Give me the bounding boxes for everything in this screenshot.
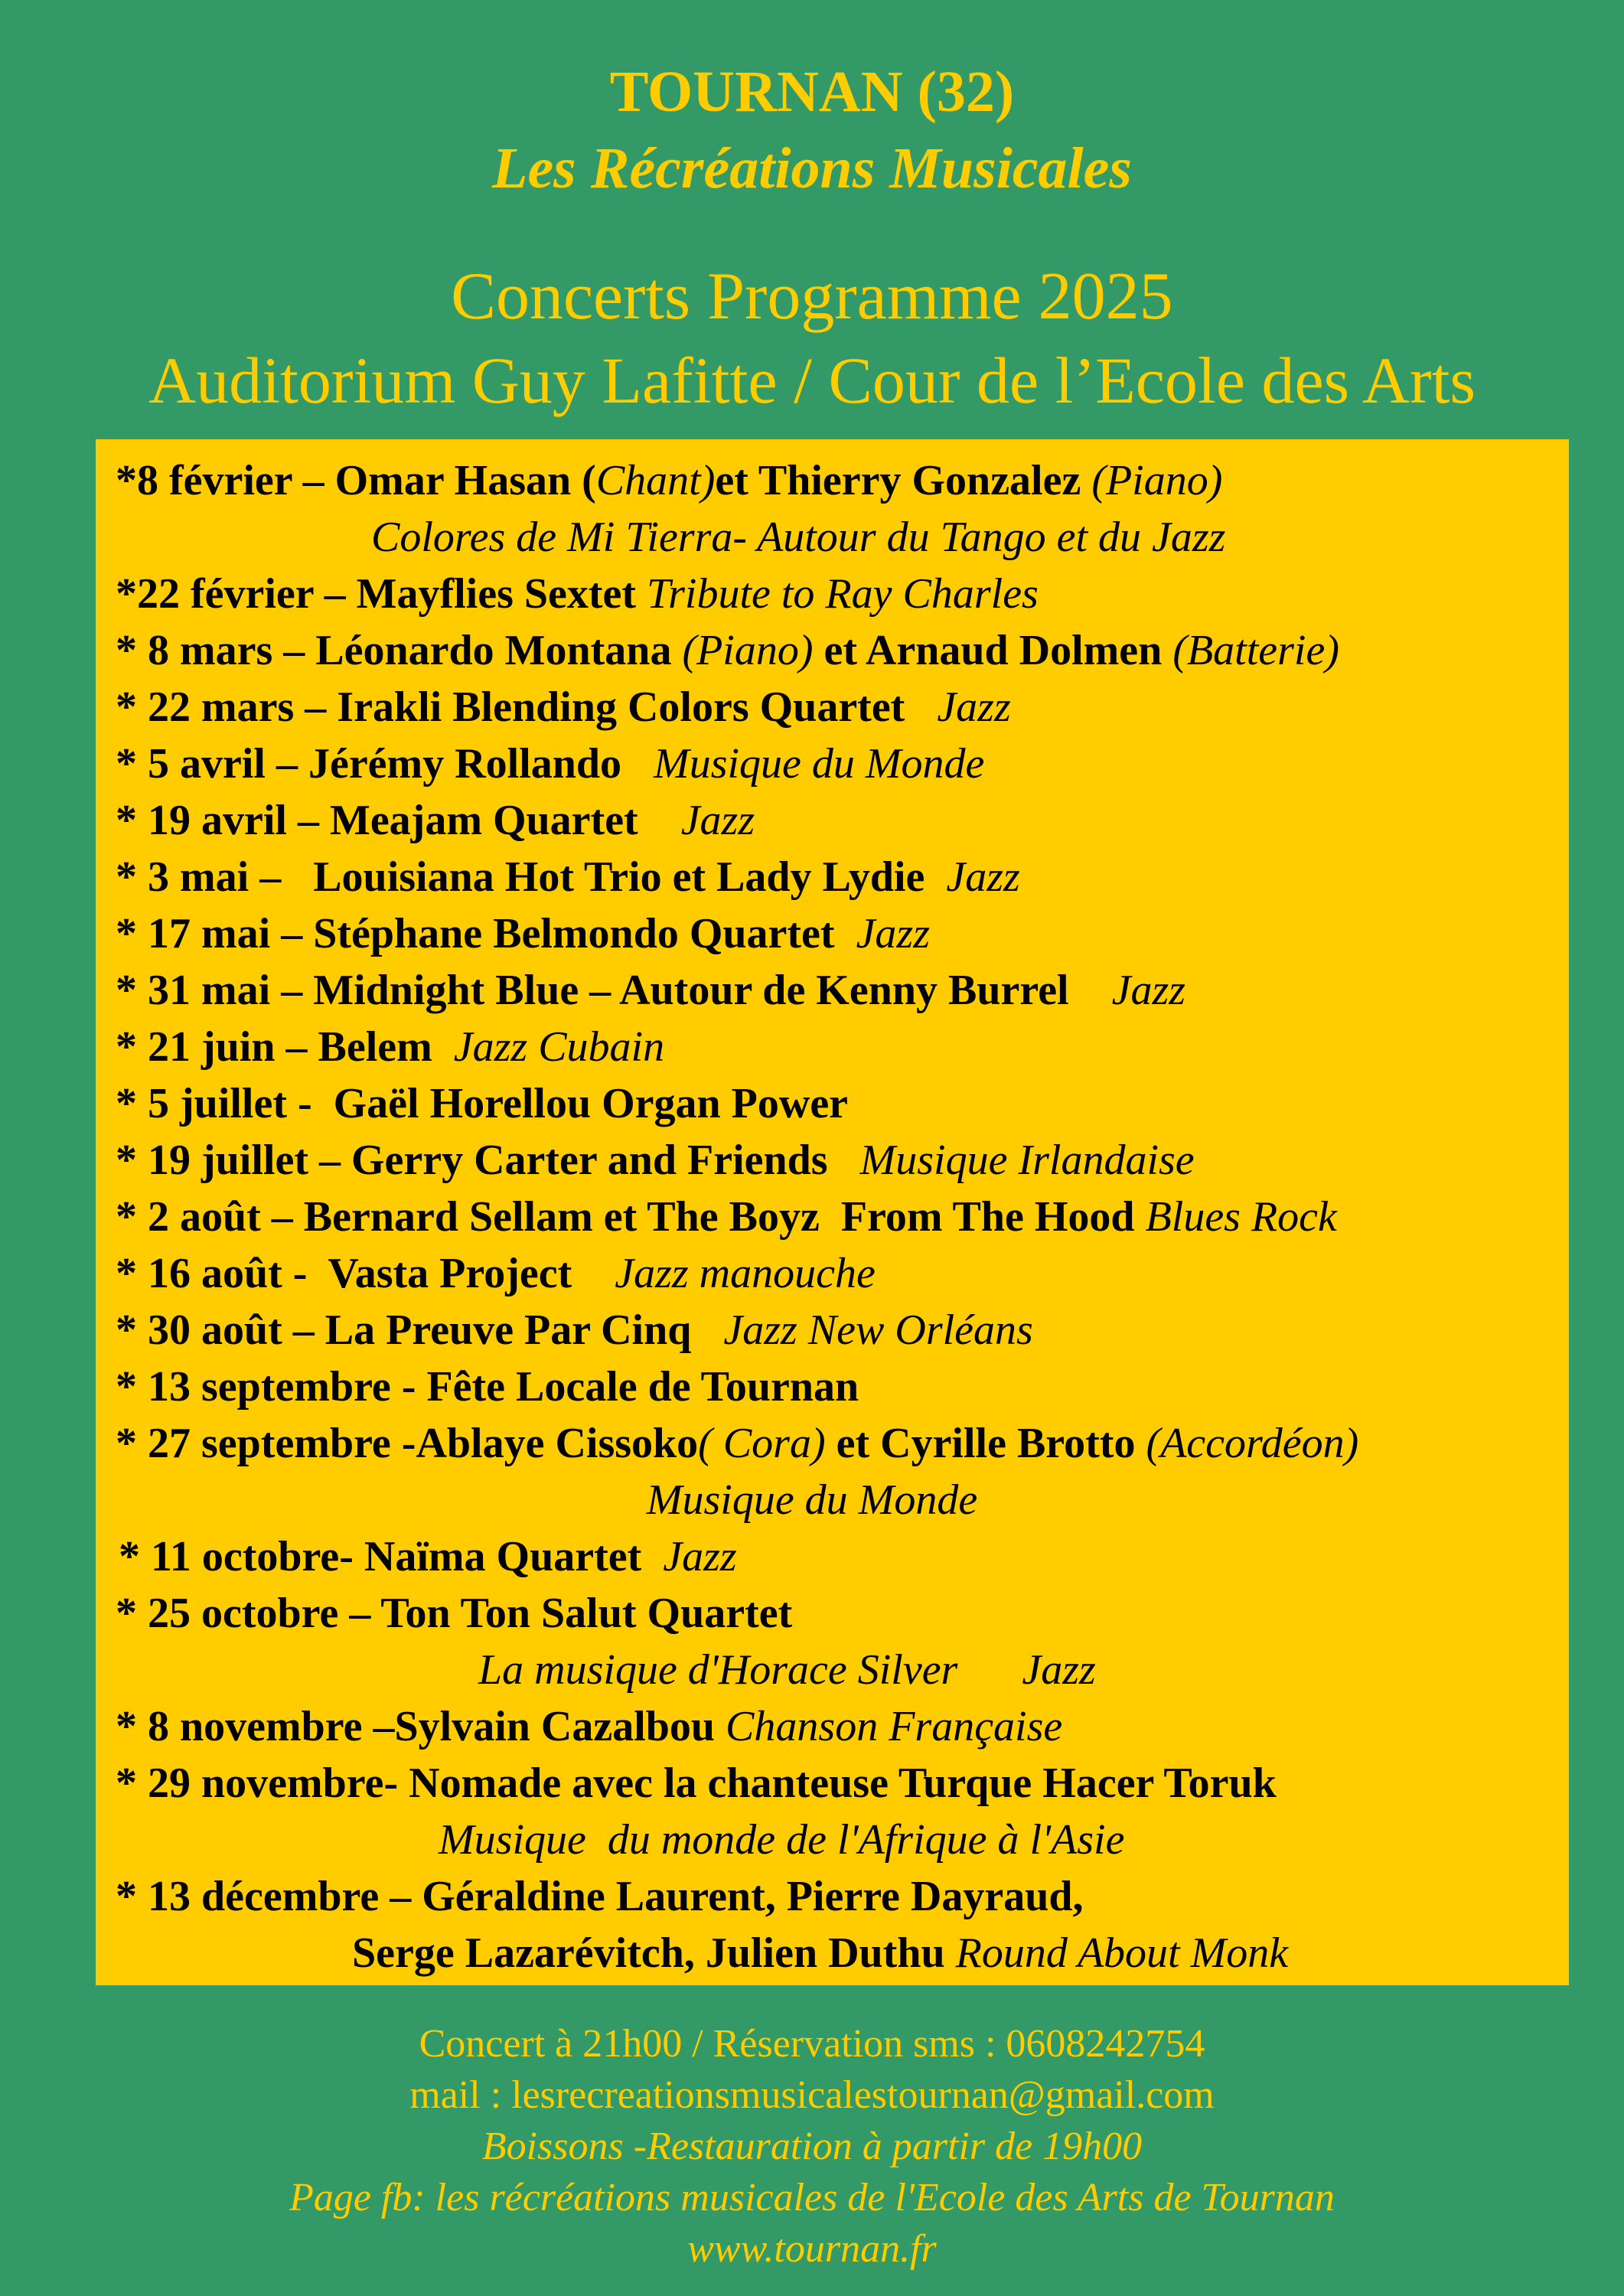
concert-date-artist: * 8 novembre –Sylvain Cazalbou bbox=[116, 1703, 726, 1750]
concert-row bbox=[116, 1415, 1358, 1472]
program-title: Concerts Programme 2025 bbox=[451, 259, 1173, 334]
concert-genre: Jazz bbox=[680, 797, 755, 844]
concert-row bbox=[116, 566, 1039, 622]
concert-row bbox=[116, 1585, 792, 1642]
concert-row bbox=[116, 1132, 1195, 1189]
concert-instrument: (Piano) bbox=[1091, 457, 1223, 504]
title: TOURNAN (32) bbox=[609, 60, 1015, 124]
concert-date-artist: *8 février – Omar Hasan ( bbox=[116, 457, 596, 504]
concert-time-reservation: Concert à 21h00 / Réservation sms : 0608242754 bbox=[419, 2022, 1205, 2066]
concert-genre: Round About Monk bbox=[955, 1929, 1289, 1977]
concert-genre: Musique Irlandaise bbox=[859, 1137, 1195, 1184]
concert-artist: Serge Lazarévitch, Julien Duthu bbox=[352, 1929, 956, 1977]
concert-genre: Jazz bbox=[1111, 967, 1186, 1014]
website: www.tournan.fr bbox=[687, 2227, 937, 2271]
concert-artist: et Thierry Gonzalez bbox=[715, 457, 1092, 504]
concert-detail bbox=[371, 509, 1225, 566]
concert-row bbox=[116, 1358, 859, 1415]
concert-detail bbox=[439, 1812, 1124, 1868]
concert-row bbox=[116, 452, 1222, 509]
concert-date-artist: * 27 septembre -Ablaye Cissoko bbox=[116, 1420, 699, 1467]
concert-genre: Chanson Française bbox=[726, 1703, 1063, 1750]
concert-genre: Jazz bbox=[946, 853, 1020, 901]
concert-date-artist: * 17 mai – Stéphane Belmondo Quartet bbox=[116, 910, 856, 957]
concert-genre: Musique du Monde bbox=[654, 740, 985, 788]
concert-date-artist: * 25 octobre – Ton Ton Salut Quartet bbox=[116, 1590, 793, 1637]
concert-instrument: ( Cora) bbox=[698, 1420, 826, 1467]
concert-date-artist: * 8 mars – Léonardo Montana bbox=[116, 627, 683, 674]
concert-genre: Jazz Cubain bbox=[453, 1023, 665, 1071]
concert-date-artist: * 19 avril – Meajam Quartet bbox=[116, 797, 681, 844]
concert-date-artist: * 11 octobre- Naïma Quartet bbox=[119, 1533, 664, 1580]
concert-detail bbox=[0, 1472, 1624, 1528]
concert-row bbox=[116, 1189, 1337, 1245]
concert-description: La musique d'Horace Silver Jazz bbox=[478, 1646, 1096, 1694]
concert-row bbox=[116, 1245, 876, 1302]
concert-artist: et Cyrille Brotto bbox=[825, 1420, 1146, 1467]
concert-detail bbox=[478, 1642, 1096, 1698]
concert-row bbox=[116, 1075, 848, 1132]
concert-date-artist: *22 février – Mayflies Sextet bbox=[116, 570, 647, 618]
concert-date-artist: * 22 mars – Irakli Blending Colors Quartet bbox=[116, 683, 938, 731]
facebook-page: Page fb: les récréations musicales de l'Ecole des Arts de Tournan bbox=[289, 2176, 1335, 2219]
concert-row bbox=[116, 1302, 1033, 1358]
concert-row bbox=[116, 962, 1185, 1019]
concert-row bbox=[116, 679, 1011, 735]
concert-date-artist: * 21 juin – Belem bbox=[116, 1023, 454, 1071]
concert-detail bbox=[352, 1925, 1288, 1981]
concert-row bbox=[119, 1528, 737, 1585]
concert-row bbox=[116, 735, 984, 792]
concert-genre: Jazz New Orléans bbox=[723, 1306, 1033, 1354]
concert-description: Musique du monde de l'Afrique à l'Asie bbox=[439, 1816, 1125, 1864]
concert-date-artist: * 13 septembre - Fête Locale de Tournan bbox=[116, 1363, 859, 1411]
concert-genre: Jazz bbox=[937, 683, 1011, 731]
concert-genre: Tribute to Ray Charles bbox=[647, 570, 1039, 618]
concert-date-artist: * 19 juillet – Gerry Carter and Friends bbox=[116, 1137, 860, 1184]
concert-row bbox=[116, 1019, 664, 1075]
concert-date-artist: * 31 mai – Midnight Blue – Autour de Kenny Burrel bbox=[116, 967, 1112, 1014]
concert-genre: Musique du Monde bbox=[646, 1476, 978, 1524]
concert-date-artist: * 5 juillet - Gaël Horellou Organ Power bbox=[116, 1080, 849, 1127]
concert-date-artist: * 29 novembre- Nomade avec la chanteuse Turque Hacer Toruk bbox=[116, 1760, 1277, 1807]
concert-genre: Jazz manouche bbox=[615, 1250, 876, 1297]
venue: Auditorium Guy Lafitte / Cour de l’Ecole des Arts bbox=[148, 344, 1476, 417]
concert-date-artist: * 30 août – La Preuve Par Cinq bbox=[116, 1306, 724, 1354]
concert-row bbox=[116, 1698, 1062, 1755]
concert-row bbox=[116, 1755, 1277, 1812]
subtitle: Les Récréations Musicales bbox=[492, 136, 1132, 201]
concert-date-artist: * 5 avril – Jérémy Rollando bbox=[116, 740, 654, 788]
contact-email: mail : lesrecreationsmusicalestournan@gmail.com bbox=[409, 2073, 1215, 2117]
concert-instrument: (Piano) bbox=[682, 627, 814, 674]
concert-row bbox=[116, 905, 930, 962]
concert-date-artist: * 13 décembre – Géraldine Laurent, Pierre Dayraud, bbox=[116, 1873, 1084, 1920]
concert-date-artist: * 16 août - Vasta Project bbox=[116, 1250, 615, 1297]
concert-row bbox=[116, 1868, 1083, 1925]
concert-instrument: Chant) bbox=[595, 457, 716, 504]
concert-genre: Jazz bbox=[856, 910, 931, 957]
food-drinks-info: Boissons -Restauration à partir de 19h00 bbox=[481, 2125, 1143, 2168]
concert-description: Colores de Mi Tierra- Autour du Tango et du Jazz bbox=[371, 514, 1226, 561]
concert-row bbox=[116, 792, 755, 849]
concert-instrument: (Accordéon) bbox=[1146, 1420, 1359, 1467]
concert-date-artist: * 2 août – Bernard Sellam et The Boyz From The Hood bbox=[116, 1193, 1146, 1241]
concert-artist: et Arnaud Dolmen bbox=[813, 627, 1173, 674]
concert-instrument: (Batterie) bbox=[1172, 627, 1339, 674]
concert-row bbox=[116, 622, 1339, 679]
concert-genre: Blues Rock bbox=[1145, 1193, 1337, 1241]
concert-date-artist: * 3 mai – Louisiana Hot Trio et Lady Lydie bbox=[116, 853, 947, 901]
concert-genre: Jazz bbox=[663, 1533, 737, 1580]
concert-row bbox=[116, 849, 1020, 905]
